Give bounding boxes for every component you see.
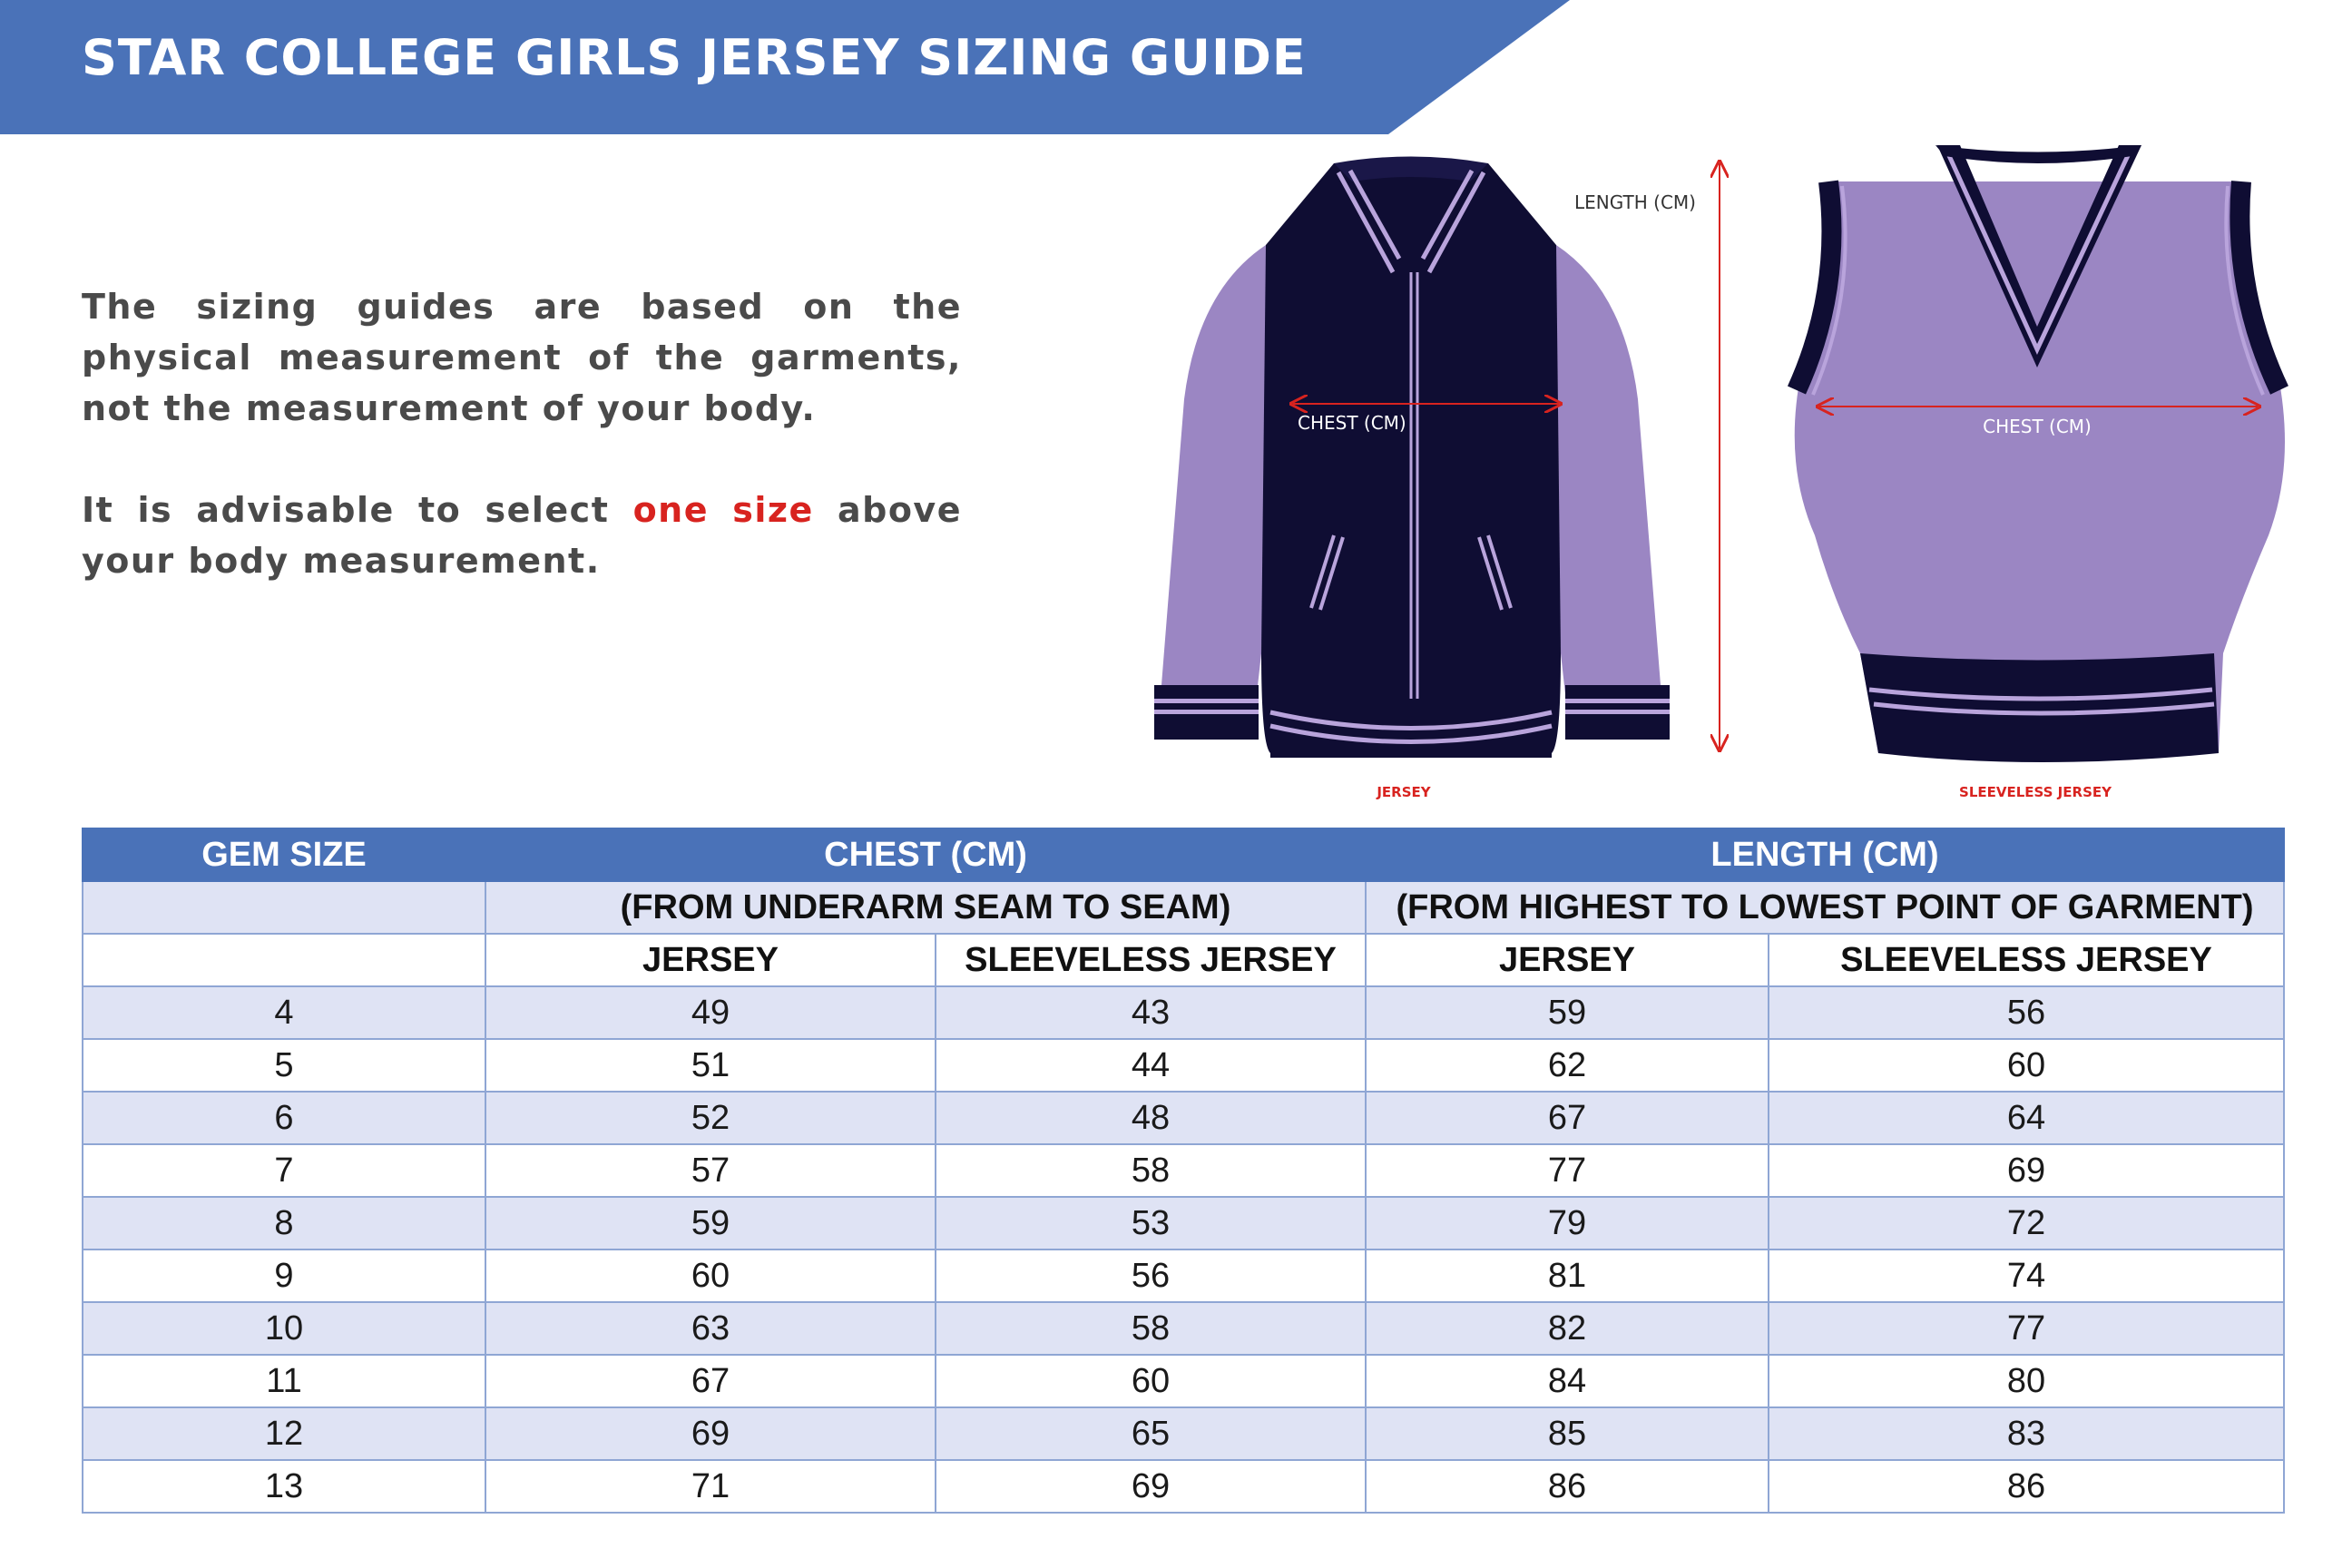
table-row [83,1039,2284,1092]
table-cell: 67 [485,1355,936,1407]
table-cell: 71 [485,1460,936,1513]
size-subheader [83,881,485,934]
table-cell: 11 [83,1355,485,1407]
table-cell: 44 [936,1039,1366,1092]
jersey-chest-label: CHEST (CM) [1298,412,1406,434]
table-cell: 7 [83,1144,485,1197]
table-cell: 81 [1366,1250,1769,1302]
length-header: LENGTH (CM) [1366,828,2284,881]
highlight-text: one size [632,490,814,530]
table-cell: 58 [936,1302,1366,1355]
table-cell: 52 [485,1092,936,1144]
table-row [83,1250,2284,1302]
length-subheader: (FROM HIGHEST TO LOWEST POINT OF GARMENT) [1366,881,2284,934]
size-col-header [83,934,485,986]
table-cell: 77 [1366,1144,1769,1197]
table-cell: 64 [1769,1092,2284,1144]
table-cell: 86 [1366,1460,1769,1513]
table-cell: 57 [485,1144,936,1197]
intro-paragraph-2: It is advisable to select one size above your body measurement. [82,490,962,581]
table-cell: 8 [83,1197,485,1250]
table-row [83,1197,2284,1250]
table-cell: 51 [485,1039,936,1092]
table-cell: 4 [83,986,485,1039]
table-cell: 65 [936,1407,1366,1460]
table-cell: 77 [1769,1302,2284,1355]
table-cell: 84 [1366,1355,1769,1407]
table-cell: 67 [1366,1092,1769,1144]
table-cell: 48 [936,1092,1366,1144]
table-row [83,1144,2284,1197]
table-cell: 13 [83,1460,485,1513]
table-row [83,1092,2284,1144]
table-cell: 82 [1366,1302,1769,1355]
table-cell: 43 [936,986,1366,1039]
table-cell: 60 [485,1250,936,1302]
table-cell: 79 [1366,1197,1769,1250]
table-cell: 69 [485,1407,936,1460]
table-cell: 63 [485,1302,936,1355]
table-row [83,1460,2284,1513]
length-label: LENGTH (CM) [1574,191,1696,213]
table-cell: 60 [1769,1039,2284,1092]
table-cell: 6 [83,1092,485,1144]
table-cell: 60 [936,1355,1366,1407]
intro-text [82,281,962,637]
page-title: STAR COLLEGE GIRLS JERSEY SIZING GUIDE [82,29,1307,86]
header-row-3 [83,934,2284,986]
gem-size-header: GEM SIZE [83,828,485,881]
table-cell: 85 [1366,1407,1769,1460]
table-cell: 69 [936,1460,1366,1513]
table-cell: 74 [1769,1250,2284,1302]
header-row-2 [83,881,2284,934]
table-cell: 58 [936,1144,1366,1197]
table-cell: 5 [83,1039,485,1092]
table-cell: 72 [1769,1197,2284,1250]
intro-paragraph-1: The sizing guides are based on the physical measurement of the garments, not the measurement of your body. [82,287,962,428]
chest-header: CHEST (CM) [485,828,1366,881]
table-row [83,1407,2284,1460]
table-cell: 10 [83,1302,485,1355]
table-cell: 80 [1769,1355,2284,1407]
table-cell: 69 [1769,1144,2284,1197]
table-row [83,1302,2284,1355]
sleeveless-illustration [1795,145,2285,800]
jersey-caption: JERSEY [1377,784,1431,800]
table-cell: 59 [485,1197,936,1250]
jersey-illustration [1154,157,1720,801]
chest-jersey-header: JERSEY [485,934,936,986]
table-cell: 86 [1769,1460,2284,1513]
garment-illustration [1125,145,2332,817]
table-cell: 83 [1769,1407,2284,1460]
sizing-table [82,828,2285,1514]
table-cell: 53 [936,1197,1366,1250]
vest-chest-label: CHEST (CM) [1983,416,2092,437]
table-cell: 56 [936,1250,1366,1302]
chest-subheader: (FROM UNDERARM SEAM TO SEAM) [485,881,1366,934]
chest-sleeveless-header: SLEEVELESS JERSEY [936,934,1366,986]
length-jersey-header: JERSEY [1366,934,1769,986]
table-row [83,1355,2284,1407]
table-cell: 9 [83,1250,485,1302]
table-cell: 62 [1366,1039,1769,1092]
table-cell: 56 [1769,986,2284,1039]
length-sleeveless-header: SLEEVELESS JERSEY [1769,934,2284,986]
header-row-1 [83,828,2284,881]
table-cell: 12 [83,1407,485,1460]
table-cell: 59 [1366,986,1769,1039]
table-row [83,986,2284,1039]
vest-caption: SLEEVELESS JERSEY [1959,784,2112,800]
table-cell: 49 [485,986,936,1039]
